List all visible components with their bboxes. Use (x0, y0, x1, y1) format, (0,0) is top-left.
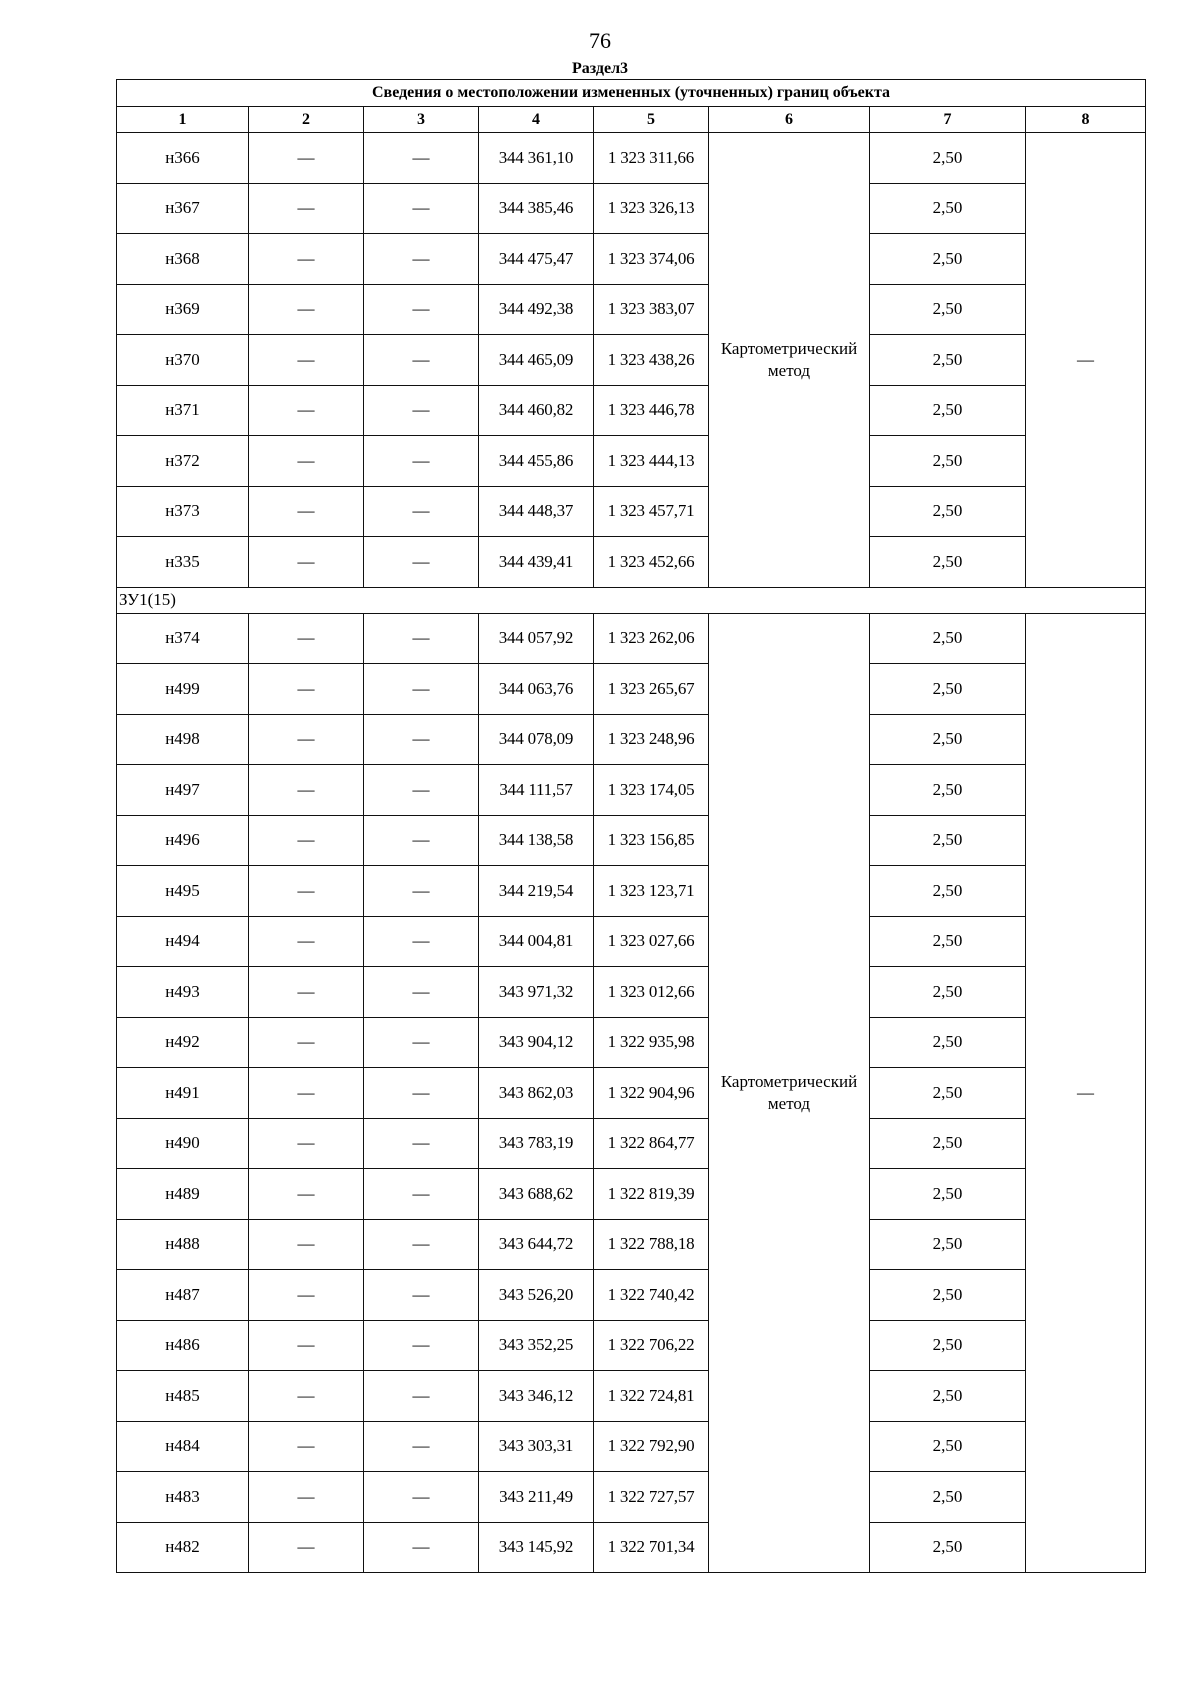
point-id: н482 (117, 1522, 249, 1573)
table-row (117, 1169, 1146, 1220)
accuracy-value: 2,50 (870, 183, 1026, 234)
column-2-cell: — (249, 537, 364, 588)
point-id: н486 (117, 1320, 249, 1371)
point-id: н493 (117, 967, 249, 1018)
x-coordinate: 344 455,86 (479, 436, 594, 487)
x-coordinate: 343 971,32 (479, 967, 594, 1018)
column-2-cell: — (249, 385, 364, 436)
x-coordinate: 343 783,19 (479, 1118, 594, 1169)
y-coordinate: 1 322 935,98 (594, 1017, 709, 1068)
point-id: н368 (117, 234, 249, 285)
x-coordinate: 343 862,03 (479, 1068, 594, 1119)
y-coordinate: 1 323 027,66 (594, 916, 709, 967)
column-3-cell: — (364, 1421, 479, 1472)
accuracy-value: 2,50 (870, 866, 1026, 917)
x-coordinate: 344 361,10 (479, 133, 594, 184)
table-row (117, 537, 1146, 588)
accuracy-value: 2,50 (870, 967, 1026, 1018)
y-coordinate: 1 323 446,78 (594, 385, 709, 436)
accuracy-value: 2,50 (870, 385, 1026, 436)
x-coordinate: 344 111,57 (479, 765, 594, 816)
table-row (117, 765, 1146, 816)
section-title: Раздел3 (571, 60, 629, 77)
y-coordinate: 1 323 452,66 (594, 537, 709, 588)
point-id: н495 (117, 866, 249, 917)
column-8-cell: — (1026, 133, 1146, 588)
column-2-cell: — (249, 486, 364, 537)
column-number-header: 7 (870, 107, 1026, 133)
column-3-cell: — (364, 1118, 479, 1169)
table-row (117, 967, 1146, 1018)
y-coordinate: 1 323 438,26 (594, 335, 709, 386)
x-coordinate: 344 057,92 (479, 613, 594, 664)
y-coordinate: 1 323 457,71 (594, 486, 709, 537)
accuracy-value: 2,50 (870, 613, 1026, 664)
column-3-cell: — (364, 613, 479, 664)
point-id: н483 (117, 1472, 249, 1523)
accuracy-value: 2,50 (870, 1270, 1026, 1321)
page-number: 76 (589, 28, 611, 53)
column-3-cell: — (364, 1219, 479, 1270)
column-3-cell: — (364, 866, 479, 917)
column-3-cell: — (364, 1371, 479, 1422)
table-row (117, 1270, 1146, 1321)
accuracy-value: 2,50 (870, 1169, 1026, 1220)
y-coordinate: 1 323 265,67 (594, 664, 709, 715)
column-2-cell: — (249, 1320, 364, 1371)
accuracy-value: 2,50 (870, 335, 1026, 386)
point-id: н373 (117, 486, 249, 537)
y-coordinate: 1 323 123,71 (594, 866, 709, 917)
table-row (117, 815, 1146, 866)
y-coordinate: 1 322 724,81 (594, 1371, 709, 1422)
method-cell: Картометрический метод (709, 613, 870, 1573)
point-id: н492 (117, 1017, 249, 1068)
accuracy-value: 2,50 (870, 765, 1026, 816)
column-3-cell: — (364, 284, 479, 335)
table-row (117, 234, 1146, 285)
column-number-header: 8 (1026, 107, 1146, 133)
x-coordinate: 343 303,31 (479, 1421, 594, 1472)
accuracy-value: 2,50 (870, 436, 1026, 487)
accuracy-value: 2,50 (870, 486, 1026, 537)
table-row (117, 133, 1146, 184)
column-2-cell: — (249, 133, 364, 184)
column-2-cell: — (249, 436, 364, 487)
column-2-cell: — (249, 613, 364, 664)
column-3-cell: — (364, 234, 479, 285)
x-coordinate: 344 460,82 (479, 385, 594, 436)
point-id: н484 (117, 1421, 249, 1472)
accuracy-value: 2,50 (870, 1017, 1026, 1068)
column-2-cell: — (249, 284, 364, 335)
point-id: н491 (117, 1068, 249, 1119)
column-3-cell: — (364, 664, 479, 715)
column-3-cell: — (364, 714, 479, 765)
accuracy-value: 2,50 (870, 1320, 1026, 1371)
column-3-cell: — (364, 1320, 479, 1371)
point-id: н366 (117, 133, 249, 184)
point-id: н488 (117, 1219, 249, 1270)
point-id: н335 (117, 537, 249, 588)
column-2-cell: — (249, 1017, 364, 1068)
table-row (117, 1017, 1146, 1068)
point-id: н494 (117, 916, 249, 967)
column-3-cell: — (364, 133, 479, 184)
column-3-cell: — (364, 1068, 479, 1119)
column-2-cell: — (249, 1371, 364, 1422)
y-coordinate: 1 323 374,06 (594, 234, 709, 285)
point-id: н487 (117, 1270, 249, 1321)
accuracy-value: 2,50 (870, 133, 1026, 184)
table-row (117, 436, 1146, 487)
point-id: н489 (117, 1169, 249, 1220)
point-id: н367 (117, 183, 249, 234)
y-coordinate: 1 323 326,13 (594, 183, 709, 234)
x-coordinate: 344 063,76 (479, 664, 594, 715)
column-2-cell: — (249, 866, 364, 917)
boundary-coordinates-table (116, 79, 1146, 1573)
x-coordinate: 343 346,12 (479, 1371, 594, 1422)
y-coordinate: 1 322 701,34 (594, 1522, 709, 1573)
y-coordinate: 1 323 383,07 (594, 284, 709, 335)
x-coordinate: 344 439,41 (479, 537, 594, 588)
table-row (117, 1068, 1146, 1119)
y-coordinate: 1 323 262,06 (594, 613, 709, 664)
point-id: н374 (117, 613, 249, 664)
accuracy-value: 2,50 (870, 1472, 1026, 1523)
x-coordinate: 344 078,09 (479, 714, 594, 765)
y-coordinate: 1 322 904,96 (594, 1068, 709, 1119)
table-row (117, 916, 1146, 967)
y-coordinate: 1 322 819,39 (594, 1169, 709, 1220)
column-3-cell: — (364, 385, 479, 436)
column-3-cell: — (364, 1522, 479, 1573)
column-2-cell: — (249, 335, 364, 386)
table-row (117, 385, 1146, 436)
column-2-cell: — (249, 1219, 364, 1270)
accuracy-value: 2,50 (870, 1522, 1026, 1573)
x-coordinate: 343 904,12 (479, 1017, 594, 1068)
accuracy-value: 2,50 (870, 664, 1026, 715)
accuracy-value: 2,50 (870, 1421, 1026, 1472)
column-3-cell: — (364, 916, 479, 967)
column-2-cell: — (249, 1472, 364, 1523)
column-2-cell: — (249, 1522, 364, 1573)
y-coordinate: 1 323 012,66 (594, 967, 709, 1018)
x-coordinate: 343 688,62 (479, 1169, 594, 1220)
table-row (117, 335, 1146, 386)
y-coordinate: 1 323 156,85 (594, 815, 709, 866)
accuracy-value: 2,50 (870, 1219, 1026, 1270)
table-caption: Сведения о местоположении измененных (уточненных) границ объекта (117, 80, 1146, 107)
accuracy-value: 2,50 (870, 1068, 1026, 1119)
x-coordinate: 344 465,09 (479, 335, 594, 386)
y-coordinate: 1 323 444,13 (594, 436, 709, 487)
y-coordinate: 1 322 864,77 (594, 1118, 709, 1169)
table-row (117, 1219, 1146, 1270)
point-id: н496 (117, 815, 249, 866)
column-2-cell: — (249, 714, 364, 765)
column-2-cell: — (249, 765, 364, 816)
x-coordinate: 344 492,38 (479, 284, 594, 335)
column-2-cell: — (249, 664, 364, 715)
table-row (117, 284, 1146, 335)
y-coordinate: 1 322 706,22 (594, 1320, 709, 1371)
x-coordinate: 343 211,49 (479, 1472, 594, 1523)
table-row (117, 1371, 1146, 1422)
x-coordinate: 344 475,47 (479, 234, 594, 285)
column-number-header: 2 (249, 107, 364, 133)
y-coordinate: 1 322 788,18 (594, 1219, 709, 1270)
table-row (117, 183, 1146, 234)
column-number-header: 1 (117, 107, 249, 133)
column-number-header: 3 (364, 107, 479, 133)
accuracy-value: 2,50 (870, 714, 1026, 765)
x-coordinate: 344 004,81 (479, 916, 594, 967)
column-number-header: 6 (709, 107, 870, 133)
x-coordinate: 344 138,58 (479, 815, 594, 866)
column-2-cell: — (249, 1118, 364, 1169)
point-id: н369 (117, 284, 249, 335)
y-coordinate: 1 323 311,66 (594, 133, 709, 184)
table-row (117, 1522, 1146, 1573)
table-row (117, 486, 1146, 537)
column-3-cell: — (364, 486, 479, 537)
table-row (117, 714, 1146, 765)
column-number-header: 4 (479, 107, 594, 133)
y-coordinate: 1 322 792,90 (594, 1421, 709, 1472)
accuracy-value: 2,50 (870, 537, 1026, 588)
column-2-cell: — (249, 815, 364, 866)
x-coordinate: 343 145,92 (479, 1522, 594, 1573)
column-3-cell: — (364, 335, 479, 386)
table-row (117, 1472, 1146, 1523)
x-coordinate: 344 219,54 (479, 866, 594, 917)
table-row (117, 1118, 1146, 1169)
point-id: н372 (117, 436, 249, 487)
column-3-cell: — (364, 436, 479, 487)
y-coordinate: 1 322 740,42 (594, 1270, 709, 1321)
table-row (117, 613, 1146, 664)
x-coordinate: 344 385,46 (479, 183, 594, 234)
column-3-cell: — (364, 1270, 479, 1321)
point-id: н498 (117, 714, 249, 765)
column-3-cell: — (364, 765, 479, 816)
accuracy-value: 2,50 (870, 1371, 1026, 1422)
x-coordinate: 343 526,20 (479, 1270, 594, 1321)
accuracy-value: 2,50 (870, 284, 1026, 335)
y-coordinate: 1 322 727,57 (594, 1472, 709, 1523)
table-row (117, 1421, 1146, 1472)
x-coordinate: 343 644,72 (479, 1219, 594, 1270)
column-2-cell: — (249, 967, 364, 1018)
table-row (117, 866, 1146, 917)
table-row (117, 664, 1146, 715)
column-3-cell: — (364, 537, 479, 588)
x-coordinate: 343 352,25 (479, 1320, 594, 1371)
y-coordinate: 1 323 174,05 (594, 765, 709, 816)
point-id: н485 (117, 1371, 249, 1422)
column-number-header: 5 (594, 107, 709, 133)
column-2-cell: — (249, 1270, 364, 1321)
column-2-cell: — (249, 183, 364, 234)
accuracy-value: 2,50 (870, 916, 1026, 967)
column-3-cell: — (364, 967, 479, 1018)
column-2-cell: — (249, 234, 364, 285)
point-id: н370 (117, 335, 249, 386)
column-2-cell: — (249, 1068, 364, 1119)
point-id: н490 (117, 1118, 249, 1169)
group-row (117, 587, 1146, 613)
table-row (117, 1320, 1146, 1371)
column-3-cell: — (364, 815, 479, 866)
column-2-cell: — (249, 916, 364, 967)
accuracy-value: 2,50 (870, 234, 1026, 285)
group-label: ЗУ1(15) (117, 587, 1146, 613)
point-id: н497 (117, 765, 249, 816)
y-coordinate: 1 323 248,96 (594, 714, 709, 765)
point-id: н371 (117, 385, 249, 436)
x-coordinate: 344 448,37 (479, 486, 594, 537)
column-3-cell: — (364, 1017, 479, 1068)
column-2-cell: — (249, 1421, 364, 1472)
column-3-cell: — (364, 1169, 479, 1220)
point-id: н499 (117, 664, 249, 715)
method-cell: Картометрический метод (709, 133, 870, 588)
column-3-cell: — (364, 1472, 479, 1523)
column-8-cell: — (1026, 613, 1146, 1573)
column-2-cell: — (249, 1169, 364, 1220)
accuracy-value: 2,50 (870, 815, 1026, 866)
accuracy-value: 2,50 (870, 1118, 1026, 1169)
column-3-cell: — (364, 183, 479, 234)
